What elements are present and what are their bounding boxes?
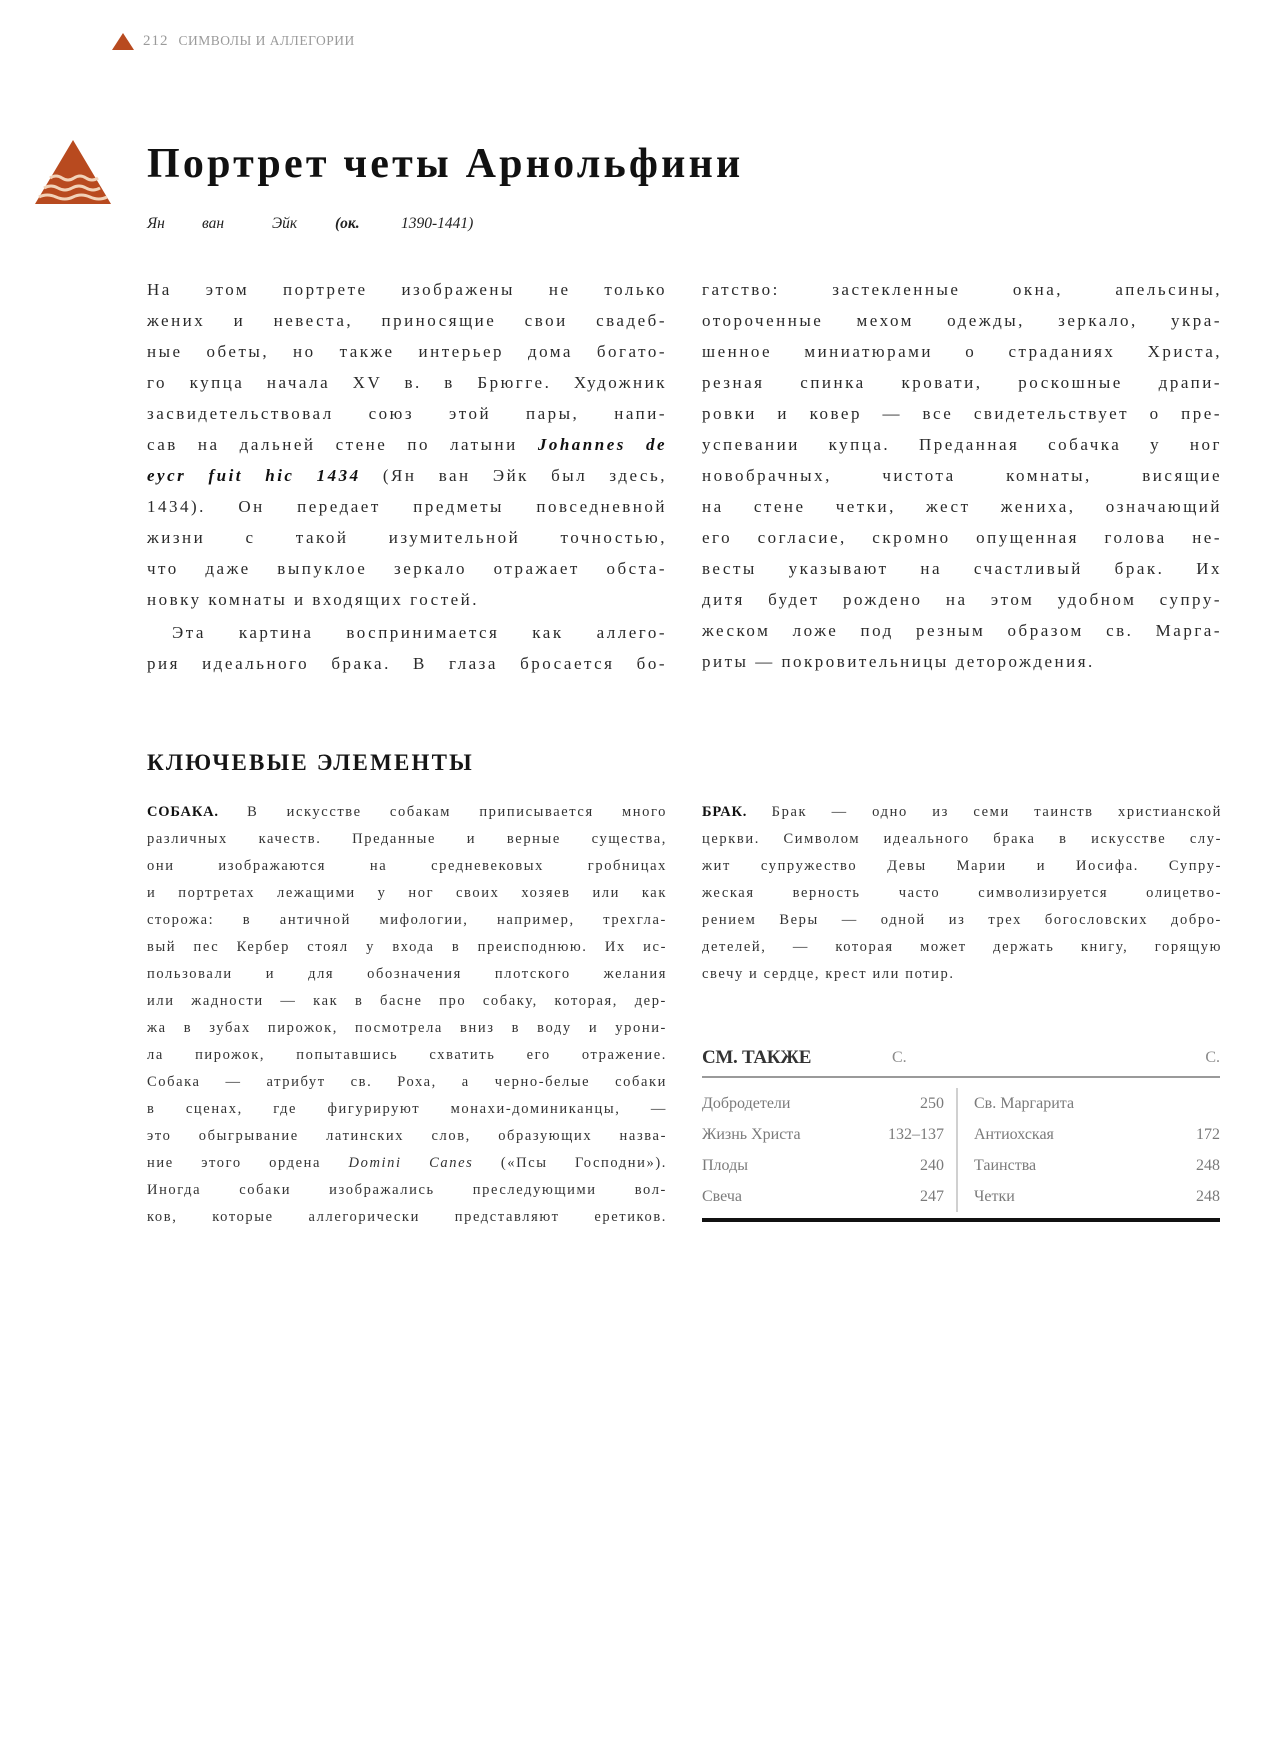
entry-page: 172 xyxy=(1196,1126,1220,1143)
text-line: гатство: застекленные окна, апельсины, xyxy=(702,280,1222,299)
text-fragment: («Псы Господни»). xyxy=(473,1155,667,1171)
text-line: жених и невеста, приносящие свои свадеб- xyxy=(147,311,667,330)
text-line: сторожа: в античной мифологии, например, трехгла- xyxy=(147,912,667,928)
text-line xyxy=(147,1150,667,1177)
entry-page: 132–137 xyxy=(888,1126,944,1143)
entry-label: Антиохская xyxy=(974,1126,1054,1143)
see-also-entry[interactable] xyxy=(702,1150,944,1181)
text-line: его согласие, скромно опущенная голова не- xyxy=(702,528,1222,547)
entry-label: Добродетели xyxy=(702,1095,791,1112)
intro-right-column xyxy=(702,274,1222,677)
text-fragment: (Ян ван Эйк был здесь, xyxy=(360,466,667,485)
page-column-header: С. xyxy=(1205,1049,1220,1066)
see-also-body xyxy=(702,1078,1220,1222)
text-line: отороченные мехом одежды, зеркало, укра- xyxy=(702,311,1222,330)
latin-inscription-end: eycr fuit hic 1434 xyxy=(147,466,361,485)
entry-page: 248 xyxy=(1196,1188,1220,1205)
byline-word: 1390-1441) xyxy=(401,215,474,232)
text-line: шенное миниатюрами о страданиях Христа, xyxy=(702,342,1222,361)
text-line: засвидетельствовал союз этой пары, напи- xyxy=(147,404,667,423)
entry-label: Четки xyxy=(974,1188,1015,1205)
text-line: в сценах, где фигурируют монахи-доминиканцы, — xyxy=(147,1101,667,1117)
text-line: что даже выпуклое зеркало отражает обста- xyxy=(147,559,667,578)
text-fragment: сав на дальней стене по латыни xyxy=(147,435,538,454)
byline-word: (ок. xyxy=(335,215,360,232)
text-fragment: В искусстве собакам приписывается много xyxy=(218,804,667,820)
text-line: ла пирожок, попытавшись схватить его отражение. xyxy=(147,1047,667,1063)
text-line: и портретах лежащими у ног своих хозяев или как xyxy=(147,885,667,901)
see-also-entry[interactable] xyxy=(974,1181,1220,1212)
triangle-marker-icon xyxy=(112,33,134,50)
text-line: различных качеств. Преданные и верные существа, xyxy=(147,831,667,847)
see-also-right-column xyxy=(958,1088,1220,1212)
text-line: На этом портрете изображены не только xyxy=(147,280,667,299)
entry-label: Жизнь Христа xyxy=(702,1126,801,1143)
order-latin-name: Domini Canes xyxy=(348,1155,474,1171)
text-line xyxy=(702,799,1222,826)
see-also-entry[interactable] xyxy=(702,1119,944,1150)
text-line: Иногда собаки изображались преследующими вол- xyxy=(147,1182,667,1198)
triangle-waves-icon xyxy=(33,138,113,206)
entry-label: Плоды xyxy=(702,1157,748,1174)
byline-word: ван xyxy=(202,215,225,232)
text-line: ровки и ковер — все свидетельствует о пре- xyxy=(702,404,1222,423)
section-name: СИМВОЛЫ И АЛЛЕГОРИИ xyxy=(178,33,355,48)
text-line: жит супружество Девы Марии и Иосифа. Супру- xyxy=(702,858,1222,874)
entry-label: Таинства xyxy=(974,1157,1037,1174)
text-line: пользовали и для обозначения плотского желания xyxy=(147,966,667,982)
see-also-entry[interactable] xyxy=(702,1181,944,1212)
running-head xyxy=(112,30,355,52)
see-also-header xyxy=(702,1040,1220,1078)
text-line: риты — покровительницы деторождения. xyxy=(702,652,1095,671)
text-line: жеская верность часто символизируется олицетво- xyxy=(702,885,1222,901)
dog-entry xyxy=(147,799,667,1231)
entry-page: 240 xyxy=(920,1157,944,1174)
text-line: это обыгрывание латинских слов, образующих назва- xyxy=(147,1128,667,1144)
entry-page: 248 xyxy=(1196,1157,1220,1174)
text-line: на стене четки, жест жениха, означающий xyxy=(702,497,1222,516)
text-fragment: ние этого ордена xyxy=(147,1155,349,1171)
text-line: рением Веры — одной из трех богословских добро- xyxy=(702,912,1222,928)
entry-lead: СОБАКА. xyxy=(147,804,219,820)
text-line: ков, которые аллегорически представляют еретиков. xyxy=(147,1209,667,1225)
entry-label: Св. Маргарита xyxy=(974,1095,1075,1112)
text-line: жа в зубах пирожок, посмотрела вниз в воду и урони- xyxy=(147,1020,667,1036)
text-line: новобрачных, чистота комнаты, висящие xyxy=(702,466,1222,485)
text-line: резная спинка кровати, роскошные драпи- xyxy=(702,373,1222,392)
text-line xyxy=(147,429,667,460)
text-line: жизни с такой изумительной точностью, xyxy=(147,528,667,547)
see-also-entry[interactable] xyxy=(974,1088,1220,1119)
byline-word: Ян xyxy=(147,215,165,232)
key-elements-heading: КЛЮЧЕВЫЕ ЭЛЕМЕНТЫ xyxy=(147,750,474,775)
text-line: 1434). Он передает предметы повседневной xyxy=(147,497,667,516)
text-line: Собака — атрибут св. Роха, а черно-белые собаки xyxy=(147,1074,667,1090)
text-line: го купца начала XV в. в Брюгге. Художник xyxy=(147,373,667,392)
text-line: свечу и сердце, крест или потир. xyxy=(702,966,955,982)
text-line: жеском ложе под резным образом св. Марга- xyxy=(702,621,1222,640)
see-also-box xyxy=(702,1040,1220,1222)
text-line: ные обеты, но также интерьер дома богато- xyxy=(147,342,667,361)
text-fragment: Брак — одно из семи таинств христианской xyxy=(747,804,1222,820)
see-also-entry[interactable] xyxy=(974,1119,1220,1150)
see-also-title: СМ. ТАКЖЕ xyxy=(702,1047,812,1068)
entry-lead: БРАК. xyxy=(702,804,748,820)
page-title: Портрет четы Арнольфини xyxy=(147,141,744,187)
text-line: рия идеального брака. В глаза бросается бо- xyxy=(147,654,667,673)
entry-page: 247 xyxy=(920,1188,944,1205)
page-column-header: С. xyxy=(892,1049,907,1066)
byline xyxy=(147,215,473,233)
text-line: дитя будет рождено на этом удобном супру- xyxy=(702,590,1222,609)
text-line: они изображаются на средневековых гробницах xyxy=(147,858,667,874)
text-line: церкви. Символом идеального брака в искусстве слу- xyxy=(702,831,1222,847)
entry-page: 250 xyxy=(920,1095,944,1112)
text-line: или жадности — как в басне про собаку, которая, дер- xyxy=(147,993,667,1009)
text-line: вый пес Кербер стоял у входа в преисподнюю. Их ис- xyxy=(147,939,667,955)
byline-word: Эйк xyxy=(272,215,298,232)
text-line: весты указывают на счастливый брак. Их xyxy=(702,559,1222,578)
marriage-entry xyxy=(702,799,1222,988)
see-also-entry[interactable] xyxy=(702,1088,944,1119)
text-line xyxy=(147,799,667,826)
see-also-left-column xyxy=(702,1088,958,1212)
intro-left-column xyxy=(147,274,667,679)
text-line: детелей, — которая может держать книгу, горящую xyxy=(702,939,1222,955)
text-line: успевании купца. Преданная собачка у ног xyxy=(702,435,1222,454)
latin-inscription-start: Johannes de xyxy=(537,435,668,454)
text-line: новку комнаты и входящих гостей. xyxy=(147,590,480,609)
entry-label: Свеча xyxy=(702,1188,742,1205)
text-line: Эта картина воспринимается как аллего- xyxy=(172,623,667,642)
see-also-entry[interactable] xyxy=(974,1150,1220,1181)
text-line xyxy=(147,460,667,491)
page-number: 212 xyxy=(143,32,169,49)
